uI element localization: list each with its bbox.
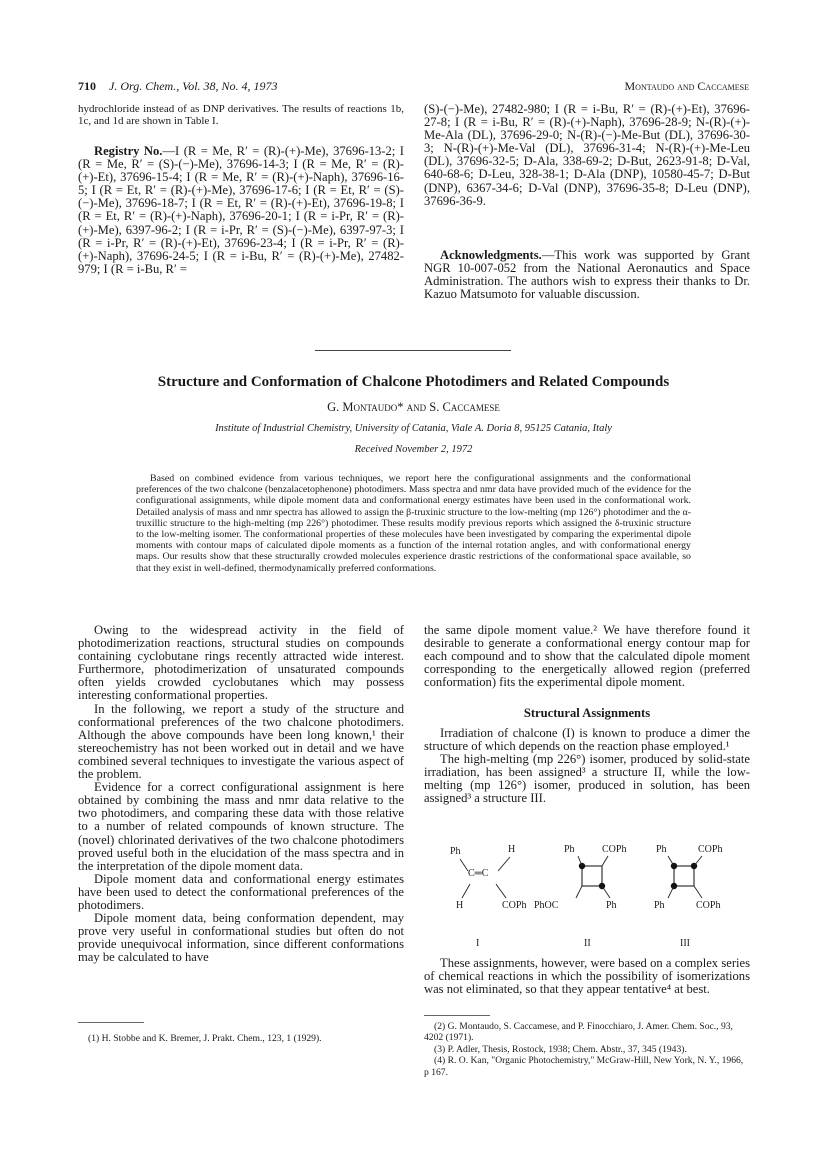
ack-text: —This work was supported by Grant NGR 10-007-052 from the National Aeronautics and Space Administration. The authors wish to express their thanks to Dr. Kazuo Matsumoto for valuable discussion. [424, 248, 750, 302]
article-title: Structure and Conformation of Chalcone Photodimers and Related Compounds [157, 374, 670, 390]
right-paragraphs: Irradiation of chalcone (I) is known to produce a dimer the structure of which depends on the reaction phase employed.¹ The high-melting (mp 226°) isomer, produced by solid-state irradiation, has been assigned³ a structure II, while the low-melting (mp 126°) isomer, produced in solution, has been assigned³ a structure III. [424, 726, 750, 806]
acknowledgments [424, 249, 750, 301]
paragraph: Dipole moment data and conformational energy estimates have been used to detect the conformational preferences of the photodimers. [78, 871, 404, 912]
structure-I-label: I [476, 938, 480, 949]
structure-II: Ph COPh PhOC Ph II [534, 844, 627, 949]
structure-III: Ph COPh Ph COPh III [654, 844, 723, 949]
prev-article-intro: hydrochloride instead of as DNP derivatives. The results of reactions 1b, 1c, and 1d are shown in Table I. [78, 103, 404, 127]
footnote-1: (1) H. Stobbe and K. Bremer, J. Prakt. Chem., 123, 1 (1929). [88, 1033, 322, 1044]
structure-diagrams [430, 842, 750, 952]
journal-citation: J. Org. Chem., Vol. 38, No. 4, 1973 [109, 79, 278, 93]
registry-label: Registry No. [94, 144, 163, 158]
structure-II-label: II [584, 938, 591, 949]
paragraph: In the following, we report a study of the structure and conformational preferences of the two chalcone photodimers. Although the above compounds have been long known,¹ their stereochemistry has not been worked out in detail and we have combined several techniques to investigate the various aspect of the problem. [78, 701, 404, 782]
abstract: Based on combined evidence from various techniques, we report here the configurational assignments and the conformational preferences of the two chalcone (benzalacetophenone) photodimers. Mass spectra and nmr data have provided much of the evidence for the configurational assignments, while dipole moment data and conformational energy estimates have been used in the conformational work. Detailed analysis of mass and nmr spectra has allowed to assign the β-truxinic structure to the low-melting (mp 126°) photodimer and the α-truxillic structure to the high-melting (mp 226°) photodimer. These results modify previous reports which assigned the δ-truxinic structure to the low-melting isomer. The conformational properties of these molecules have been investigated by comparing the experimental dipole moments with contour maps of calculated dipole moments as a function of the internal rotation angles, and with conformational energy maps. Our results show that these structurally crowded molecules experience drastic restrictions of the conformational space available, so that they exist in well-defined, thermodynamically preferred conformations. [136, 473, 691, 574]
footnote-3: (3) P. Adler, Thesis, Rostock, 1938; Chem. Abstr., 37, 345 (1943). [434, 1043, 687, 1055]
registry-text-left: —I (R = Me, R′ = (R)-(+)-Me), 37696-13-2; I (R = Me, R′ = (S)-(−)-Me), 37696-14-3; I (R = Me, R′ = (R)-(+)-Et), 37696-15-4; I (R = Me, R′ = (R)-(+)-Naph), 37696-16-5; I (R = Et, R′ = (R)-(+)-Me), 37696-17-6; I (R = Et, R′ = (S)-(−)-Me), 37696-18-7; I (R = Et, R′ = (R)-(+)-Et), 37696-19-8; I (R = Et, R′ = (R)-(+)-Naph), 37696-20-1; I (R = i-Pr, R′ = (R)-(+)-Me), 6397-96-2; I (R = i-Pr, R′ = (S)-(−)-Me), 6397-97-3; I (R = i-Pr, R′ = (R)-(+)-Et), 37696-23-4; I (R = i-Pr, R′ = (R)-(+)-Naph), 37696-24-5; I (R = i-Bu, R′ = (R)-(+)-Me), 27482-979; I (R = i-Bu, R′ = [78, 144, 404, 276]
paragraph: Owing to the widespread activity in the field of photodimerization reactions, structural studies on compounds containing cyclobutane rings recently attracted wide interest. Furthermore, photodimerization of unsaturated compounds often yields crowded cyclobutanes which may possess interesting conformational properties. [78, 623, 404, 703]
structure-I: Ph H C═C H COPh I [450, 844, 527, 949]
registry-text-right: (S)-(−)-Me), 27482-980; I (R = i-Bu, R′ = (R)-(+)-Et), 37696-27-8; I (R = i-Bu, R′ = (R)-(+)-Naph), 37696-28-9; N-(R)-(+)-Me-Ala (DL), 37696-29-0; N-(R)-(−)-Me-But (DL), 37696-30-3; N-(R)-(+)-Me-Val (DL), 37696-31-4; N-(R)-(+)-Me-Leu (DL), 37696-32-5; D-Ala, 338-69-2; D-But, 2623-91-8; D-Val, 640-68-6; D-Leu, 328-38-1; D-Ala (DNP), 10580-45-7; D-But (DNP), 6367-34-6; D-Val (DNP), 37696-35-8; D-Leu (DNP), 37696-36-9. [424, 102, 750, 208]
authors: G. Montaudo* and S. Caccamese [327, 400, 500, 414]
footnote-2: (2) G. Montaudo, S. Caccamese, and P. Finocchiaro, J. Amer. Chem. Soc., 93, 4202 (1971). [424, 1021, 733, 1044]
article-separator [315, 350, 511, 351]
paragraph: Evidence for a correct configurational assignment is here obtained by combining the mass and nmr data relative to the two photodimers, and comparing these data with those relative to a number of related compounds of known structure. The (novel) chlorinated derivatives of the two chalcone photodimers proved useful both in the elucidation of the mass spectra and in the interpretation of the dipole moment data. [78, 780, 404, 873]
footnote-rule-left [78, 1022, 144, 1023]
footnotes-right [424, 1021, 750, 1078]
received-date: Received November 2, 1972 [354, 444, 473, 455]
affiliation: Institute of Industrial Chemistry, University of Catania, Viale A. Doria 8, 95125 Catania, Italy [215, 423, 612, 434]
paragraph: Dipole moment data, being conformation dependent, may prove very useful in conformational studies but often do not provide unequivocal information, since different conformations may be calculated to have [78, 911, 404, 965]
article-left-column [78, 624, 404, 964]
right-paragraph-4: These assignments, however, were based on a complex series of chemical reactions in which the possibility of isomerizations was not eliminated, so that they appear tentative⁴ at best. [424, 956, 750, 997]
right-paragraph-1: the same dipole moment value.² We have therefore found it desirable to generate a conformational energy contour map for each compound and to show that the calculated dipole moment corresponding to the energetically allowed region (preferred conformation) fits the experimental dipole moment. [424, 623, 750, 690]
footnote-4: (4) R. O. Kan, "Organic Photochemistry," McGraw-Hill, New York, N. Y., 1966, p 167. [424, 1055, 744, 1078]
registry-block [78, 145, 404, 276]
structure-III-label: III [680, 938, 690, 949]
footnote-rule-right [424, 1015, 490, 1016]
running-head: Montaudo and Caccamese [624, 79, 749, 93]
section-heading: Structural Assignments [523, 706, 651, 720]
ack-label: Acknowledgments. [440, 248, 542, 262]
page-number: 710 [78, 79, 96, 93]
